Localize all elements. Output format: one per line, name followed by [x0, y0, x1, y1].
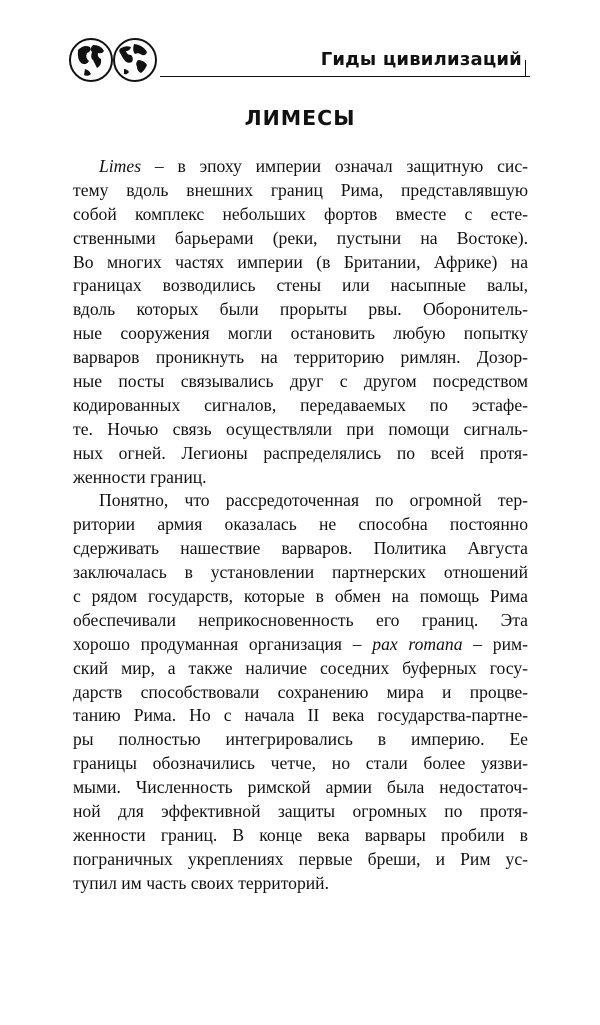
- text-line: пограничных укреплениях первые бреши, и Рим ус-: [73, 848, 528, 869]
- text-line: сдерживать нашествие варваров. Политика Августа: [73, 538, 528, 559]
- text-line: Понятно, что рассредоточенная по огромной тер-: [99, 490, 528, 511]
- text-line: ритории армия оказалась не способна постоянно: [73, 514, 528, 535]
- page-header: [0, 0, 600, 100]
- text-line: Во многих частях империи (в Британии, Африке) на: [73, 251, 528, 272]
- chapter-title: ЛИМЕСЫ: [244, 106, 356, 130]
- text-line: ных огней. Легионы распределялись по всей протя-: [73, 442, 528, 463]
- text-line: ной для эффективной защиты огромных по протя-: [73, 801, 528, 822]
- header-rule-tick: [525, 60, 526, 77]
- limes-term: Limes: [99, 156, 142, 176]
- text-line: те. Ночью связь осуществляли при помощи сигналь-: [73, 418, 528, 439]
- text-line: с рядом государств, которые в обмен на помощь Рима: [73, 586, 528, 607]
- text-line: ные сооружения могли остановить любую попытку: [73, 323, 528, 344]
- text-line: мыми. Численность римской армии была недостаточ-: [73, 777, 528, 798]
- text-line: женности границ.: [73, 466, 207, 487]
- text-line: танию Рима. Но с начала II века государства-партне-: [73, 705, 528, 726]
- text-line: кодированных сигналов, передаваемых по эстафе-: [73, 394, 528, 415]
- text-line: границы обозначились четче, но стали более уязви-: [73, 753, 528, 774]
- text-line: хорошо продуманная организация – pax romana – рим-: [73, 633, 528, 654]
- text-line: заключалась в установлении партнерских отношений: [73, 562, 528, 583]
- text-line: ский мир, а также наличие соседних буферных госу-: [73, 657, 528, 678]
- text-line: Limes – в эпоху империи означал защитную сис-: [99, 156, 528, 176]
- pax-romana-term: pax romana: [372, 633, 463, 654]
- body-text: [73, 155, 528, 896]
- text-line: обеспечивали неприкосновенность его границ. Эта: [73, 609, 528, 630]
- text-line: ные посты связывались друг с другом посредством: [73, 371, 528, 392]
- text-line: ры полностью интегрировались в империю. Ее: [73, 729, 528, 750]
- text-line: тупил им часть своих территорий.: [73, 872, 329, 893]
- text-line: вдоль которых были прорыты рвы. Оборонитель-: [73, 299, 528, 320]
- text-line: женности границ. В конце века варвары пробили в: [73, 824, 528, 845]
- header-rule: [160, 76, 530, 77]
- text-line: собой комплекс небольших фортов вместе с есте-: [73, 203, 528, 224]
- text-line: тему вдоль внешних границ Рима, представлявшую: [73, 179, 528, 200]
- twin-globes-icon: [68, 36, 160, 84]
- text-line: границах возводились стены или насыпные валы,: [73, 275, 528, 296]
- text-line: ственными барьерами (реки, пустыни на Востоке).: [73, 227, 528, 248]
- text-line: дарств способствовали сохранению мира и процве-: [73, 681, 528, 702]
- text-line: варваров проникнуть на территорию римлян. Дозор-: [73, 347, 528, 368]
- series-title: Гиды цивилизаций: [320, 49, 522, 70]
